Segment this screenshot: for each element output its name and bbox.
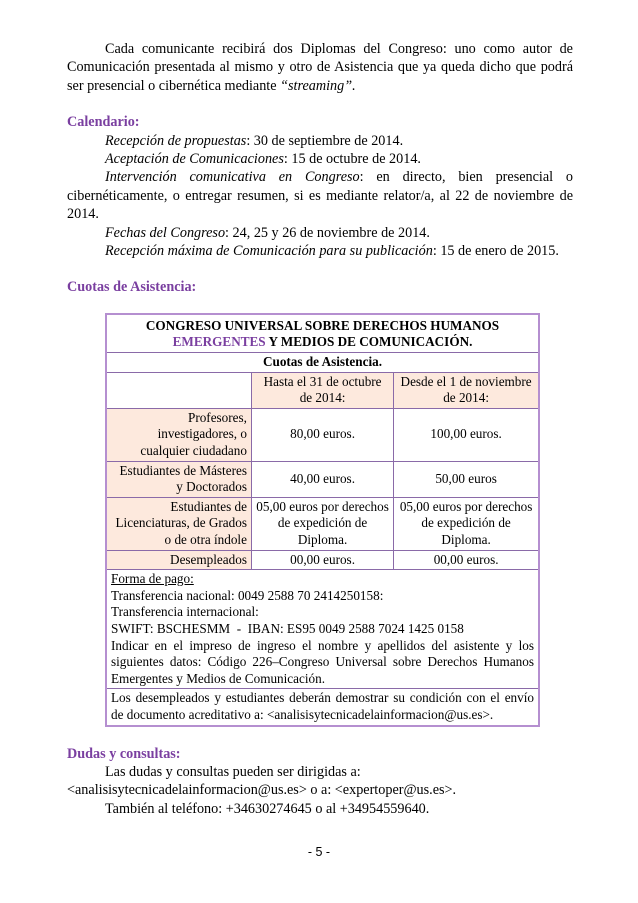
fee-cell: 05,00 euros por derechos de expedición de Diploma.	[394, 497, 539, 550]
document-page	[67, 40, 573, 818]
column-header: Desde el 1 de noviembre de 2014:	[394, 372, 539, 408]
fee-cell: 80,00 euros.	[251, 408, 393, 461]
calendar-item: Aceptación de Comunicaciones: 15 de octubre de 2014.	[105, 151, 421, 168]
intro-emphasis: “streaming”.	[280, 77, 356, 94]
fee-cell: 05,00 euros por derechos de expedición de Diploma.	[251, 497, 393, 550]
table-subtitle: Cuotas de Asistencia.	[106, 353, 539, 373]
table-header-row	[106, 372, 539, 408]
title-highlight: EMERGENTES	[172, 334, 266, 350]
table-row	[106, 461, 539, 497]
table-title: CONGRESO UNIVERSAL SOBRE DERECHOS HUMANOS EMERGENTES Y MEDIOS DE COMUNICACIÓN.	[106, 314, 539, 353]
row-label: Profesores, investigadores, o cualquier ciudadano	[106, 408, 251, 461]
fee-cell: 100,00 euros.	[394, 408, 539, 461]
intro-text: Cada comunicante recibirá dos Diplomas del Congreso: uno como autor de Comunicación presentada al mismo y otro de Asistencia que ya queda dicho que podrá ser presencial o cibernética mediante	[67, 41, 573, 94]
payment-title: Forma de pago:	[111, 571, 194, 587]
questions-line: Las dudas y consultas pueden ser dirigidas a:	[105, 763, 361, 780]
fees-heading: Cuotas de Asistencia:	[67, 279, 197, 296]
calendar-item: Intervención comunicativa en Congreso: en directo, bien presencial o cibernéticamente, o entregar resumen, si es mediante relator/a, al 22 de noviembre de 2014.	[67, 169, 574, 223]
table-row	[106, 497, 539, 550]
questions-line: <analisisytecnicadelainformacion@us.es> o a: <expertoper@us.es>.	[67, 782, 457, 799]
column-header: Hasta el 31 de octubre de 2014:	[251, 372, 393, 408]
row-label: Desempleados	[106, 550, 251, 570]
row-label: Estudiantes de Licenciaturas, de Grados o de otra índole	[106, 497, 251, 550]
fee-cell: 00,00 euros.	[394, 550, 539, 570]
unemployed-note: Los desempleados y estudiantes deberán demostrar su condición con el envío de documento acreditativo a: <analisisytecnicadelainformacion@us.es>.	[106, 689, 539, 726]
fee-cell: 00,00 euros.	[251, 550, 393, 570]
table-row	[106, 408, 539, 461]
questions-line: También al teléfono: +34630274645 o al +34954559640.	[105, 800, 430, 817]
calendar-heading: Calendario:	[67, 114, 140, 131]
row-label: Estudiantes de Másteres y Doctorados	[106, 461, 251, 497]
payment-info: Forma de pago: Transferencia nacional: 0049 2588 70 2414250158: Transferencia internacional: SWIFT: BSCHESMM - IBAN: ES95 0049 2588 7024 1425 0158 Indicar en el impreso de ingreso el nombre y apellidos del asistente y los siguientes datos: Código 226–Congreso Universal sobre Derechos Humanos Emergentes y Medios de Comunicación.	[106, 570, 539, 689]
page-number: - 5 -	[307, 845, 331, 859]
fee-cell: 40,00 euros.	[251, 461, 393, 497]
calendar-item: Recepción de propuestas: 30 de septiembre de 2014.	[105, 132, 404, 149]
calendar-item: Recepción máxima de Comunicación para su publicación: 15 de enero de 2015.	[105, 243, 559, 260]
fee-cell: 50,00 euros	[394, 461, 539, 497]
questions-heading: Dudas y consultas:	[67, 745, 181, 762]
intro-paragraph	[67, 40, 573, 95]
table-row	[106, 550, 539, 570]
empty-header-cell	[106, 372, 251, 408]
fees-table	[105, 313, 540, 727]
calendar-item: Fechas del Congreso: 24, 25 y 26 de noviembre de 2014.	[105, 224, 430, 241]
